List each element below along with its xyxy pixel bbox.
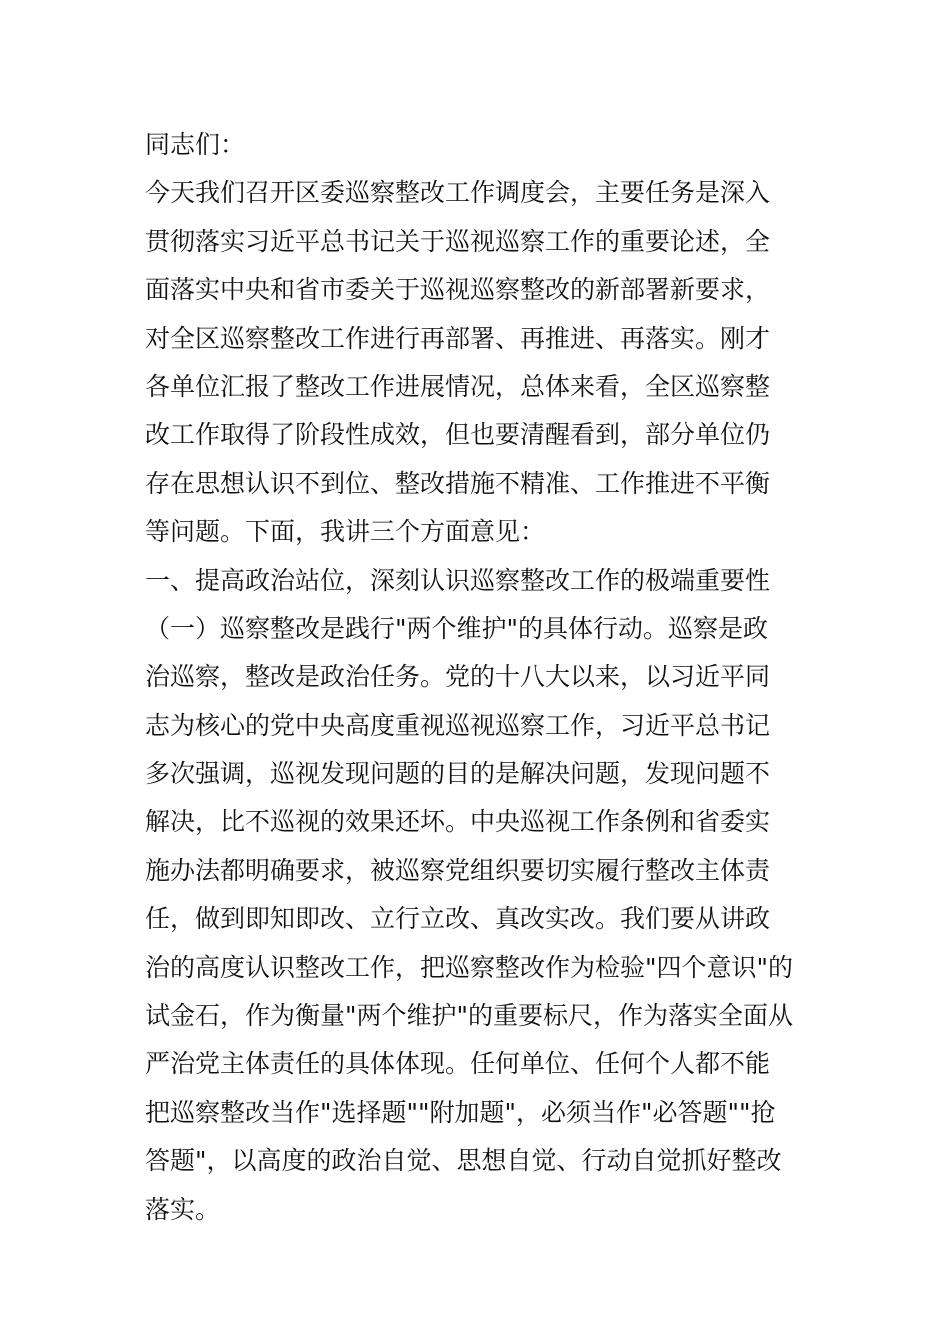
paragraph-line: 落实。 xyxy=(145,1194,221,1224)
paragraph-line: 对全区巡察整改工作进行再部署、再推进、再落实。刚才 xyxy=(145,323,771,353)
paragraph-line: 解决，比不巡视的效果还坏。中央巡视工作条例和省委实 xyxy=(145,807,771,837)
document-body xyxy=(145,121,810,1234)
paragraph-line: 志为核心的党中央高度重视巡视巡察工作，习近平总书记 xyxy=(145,710,771,740)
paragraph-line: 存在思想认识不到位、整改措施不精准、工作推进不平衡 xyxy=(145,468,771,498)
paragraph-line: 等问题。下面，我讲三个方面意见： xyxy=(145,517,546,547)
paragraph-line: 各单位汇报了整改工作进展情况，总体来看，全区巡察整 xyxy=(145,371,771,401)
paragraph-line: 治巡察，整改是政治任务。党的十八大以来，以习近平同 xyxy=(145,662,771,692)
paragraph-line: 面落实中央和省市委关于巡视巡察整改的新部署新要求， xyxy=(145,275,771,305)
salutation: 同志们： xyxy=(145,130,246,159)
paragraph-line: 治的高度认识整改工作，把巡察整改作为检验"四个意识"的 xyxy=(145,952,794,982)
paragraph-line: 贯彻落实习近平总书记关于巡视巡察工作的重要论述，全 xyxy=(145,226,771,256)
paragraph-line: 今天我们召开区委巡察整改工作调度会，主要任务是深入 xyxy=(145,178,771,208)
paragraph-line: 任，做到即知即改、立行立改、真改实改。我们要从讲政 xyxy=(145,904,771,934)
paragraph-line: 答题"，以高度的政治自觉、思想自觉、行动自觉抓好整改 xyxy=(145,1146,782,1176)
paragraph-line: （一）巡察整改是践行"两个维护"的具体行动。巡察是政 xyxy=(145,613,769,643)
section-heading: 一、提高政治站位，深刻认识巡察整改工作的极端重要性 xyxy=(145,565,771,595)
paragraph-line: 改工作取得了阶段性成效，但也要清醒看到，部分单位仍 xyxy=(145,420,771,450)
paragraph-line: 多次强调，巡视发现问题的目的是解决问题，发现问题不 xyxy=(145,759,771,789)
paragraph-line: 试金石，作为衡量"两个维护"的重要标尺，作为落实全面从 xyxy=(145,1001,794,1031)
paragraph-line: 把巡察整改当作"选择题""附加题"，必须当作"必答题""抢 xyxy=(145,1097,776,1127)
paragraph-line: 施办法都明确要求，被巡察党组织要切实履行整改主体责 xyxy=(145,855,771,885)
paragraph-line: 严治党主体责任的具体体现。任何单位、任何个人都不能 xyxy=(145,1049,771,1079)
